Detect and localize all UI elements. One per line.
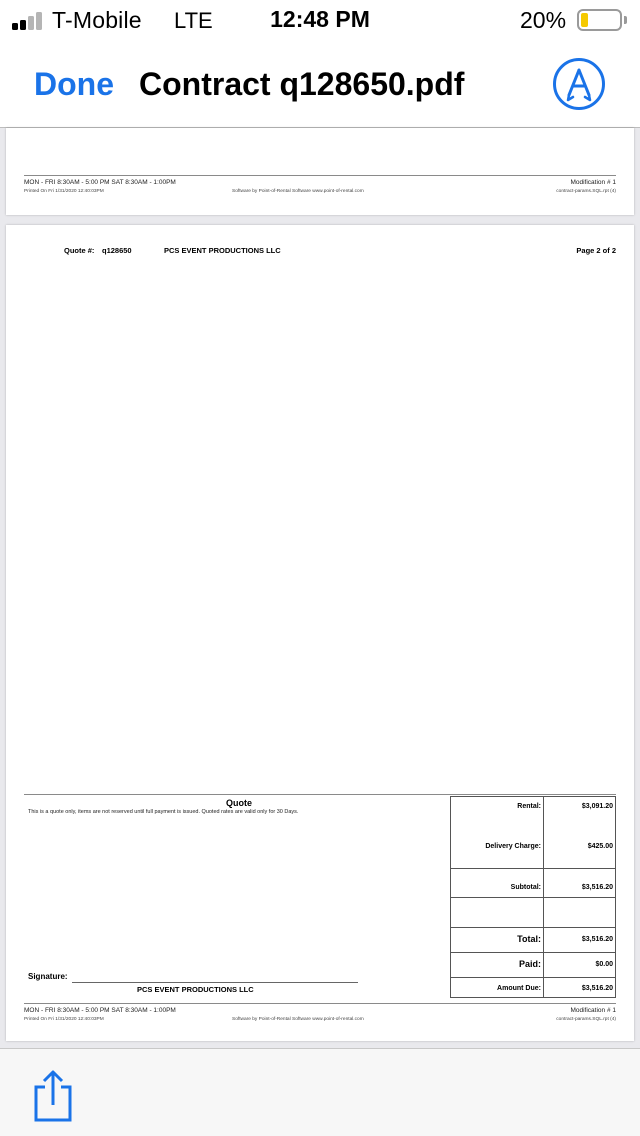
amount-due-label: Amount Due:	[497, 985, 541, 992]
table-row-divider	[451, 952, 615, 953]
delivery-charge-label: Delivery Charge:	[485, 843, 541, 850]
software-credit: Software by Point-of-Rental Software www.point-of-rental.com	[232, 1017, 364, 1022]
subtotal-value: $3,516.20	[581, 884, 613, 891]
amount-due-value: $3,516.20	[581, 985, 613, 992]
signature-line	[72, 982, 358, 983]
footer-divider	[24, 1003, 616, 1004]
printed-on: Printed On Fri 1/31/2020 12:40:03PM	[24, 1017, 104, 1022]
table-row-divider	[451, 868, 615, 869]
quote-disclaimer: This is a quote only, items are not reserved until full payment is issued. Quoted rates are valid only for 30 Days.	[28, 809, 299, 815]
totals-table	[450, 796, 616, 998]
table-row-divider	[451, 897, 615, 898]
share-icon	[30, 1069, 76, 1123]
table-row-divider	[451, 927, 615, 928]
done-button[interactable]: Done	[34, 66, 114, 102]
modification-number: Modification # 1	[570, 1007, 616, 1014]
signature-label: Signature:	[28, 972, 68, 981]
battery-fill	[581, 13, 588, 27]
carrier-name: T-Mobile	[52, 7, 142, 33]
total-value: $3,516.20	[581, 936, 613, 943]
pdf-page-1[interactable]	[6, 128, 634, 215]
paid-label: Paid:	[518, 959, 541, 969]
delivery-charge-value: $425.00	[587, 843, 613, 850]
page-number: Page 2 of 2	[576, 246, 616, 255]
table-row-divider	[451, 977, 615, 978]
software-credit: Software by Point-of-Rental Software www.point-of-rental.com	[232, 189, 364, 194]
battery-icon	[577, 9, 622, 31]
share-button[interactable]	[30, 1069, 76, 1123]
business-hours: MON - FRI 8:30AM - 5:00 PM SAT 8:30AM - 1:00PM	[24, 1007, 176, 1014]
business-hours: MON - FRI 8:30AM - 5:00 PM SAT 8:30AM - 1:00PM	[24, 179, 176, 186]
rental-value: $3,091.20	[581, 803, 613, 810]
markup-button[interactable]	[553, 58, 605, 110]
rental-label: Rental:	[517, 803, 541, 810]
document-title: Contract q128650.pdf	[139, 66, 465, 102]
bottom-toolbar	[0, 1048, 640, 1136]
footer-divider	[24, 175, 616, 176]
status-time: 12:48 PM	[270, 6, 370, 32]
paid-value: $0.00	[595, 961, 613, 968]
total-label: Total:	[517, 934, 541, 944]
navigation-bar	[0, 40, 640, 128]
quote-heading: Quote	[226, 798, 252, 808]
battery-tip	[624, 16, 627, 24]
battery-percent: 20%	[520, 7, 567, 33]
signature-company: PCS EVENT PRODUCTIONS LLC	[137, 985, 254, 994]
pdf-page-2[interactable]	[6, 225, 634, 1041]
company-name: PCS EVENT PRODUCTIONS LLC	[164, 246, 281, 255]
quote-number-label: Quote #:	[64, 246, 95, 255]
quote-section-divider	[24, 794, 616, 795]
status-bar	[0, 0, 640, 40]
report-file: contract-params.SQL.rpt (4)	[556, 1017, 616, 1022]
network-type: LTE	[174, 8, 213, 33]
modification-number: Modification # 1	[570, 179, 616, 186]
quote-number: q128650	[102, 246, 132, 255]
markup-icon	[564, 68, 594, 102]
printed-on: Printed On Fri 1/31/2020 12:40:03PM	[24, 189, 104, 194]
subtotal-label: Subtotal:	[510, 884, 541, 891]
report-file: contract-params.SQL.rpt (4)	[556, 189, 616, 194]
